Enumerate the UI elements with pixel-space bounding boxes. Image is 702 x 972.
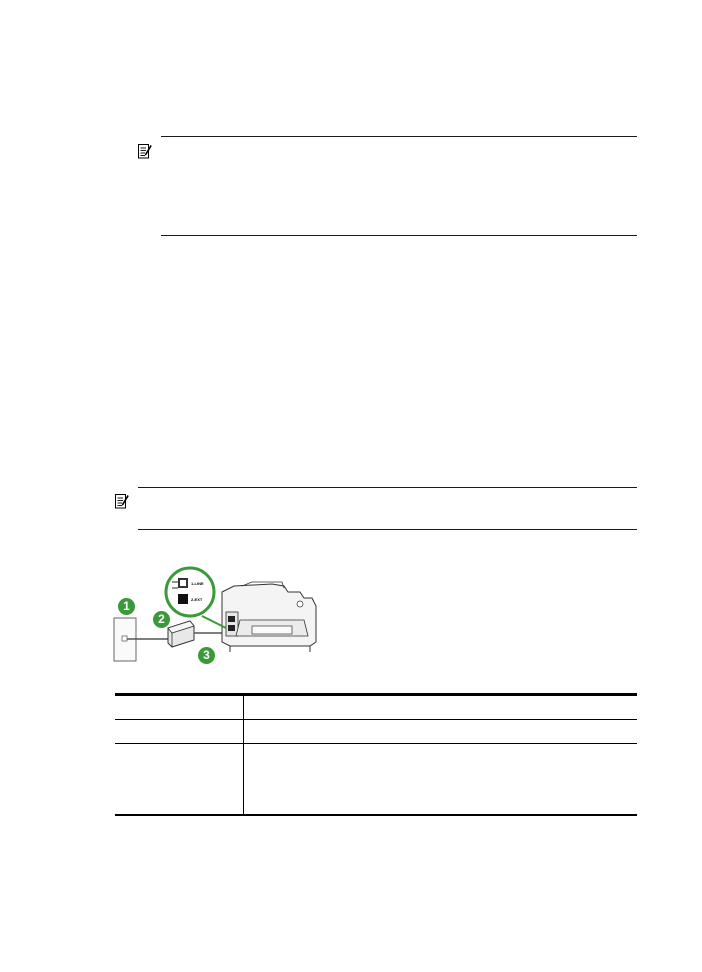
splitter (168, 621, 194, 647)
table-cell (244, 744, 638, 816)
note-bottom-rule (161, 235, 637, 236)
table-row (115, 720, 637, 744)
table-row (115, 744, 637, 816)
callout-legend-table (115, 693, 637, 816)
table-header-cell (244, 695, 638, 720)
table-cell (115, 744, 244, 816)
printer-back (222, 582, 316, 652)
table-cell (115, 720, 244, 744)
port-label-line: 1-LINE (191, 581, 204, 586)
table-cell (244, 720, 638, 744)
note-top-rule (138, 487, 637, 488)
note-icon (138, 143, 152, 159)
callout-3: 3 (198, 647, 215, 664)
note-top-rule (161, 136, 637, 137)
port-magnifier (166, 568, 214, 616)
table-header-cell (115, 695, 244, 720)
callout-1: 1 (118, 598, 135, 615)
note-icon (115, 493, 129, 509)
fax-connection-figure (112, 566, 328, 670)
callout-2: 2 (153, 611, 170, 628)
port-label-ext: 2-EXT (191, 597, 203, 602)
table-header-row (115, 695, 637, 720)
note-bottom-rule (138, 529, 637, 530)
connection-diagram (112, 566, 328, 670)
